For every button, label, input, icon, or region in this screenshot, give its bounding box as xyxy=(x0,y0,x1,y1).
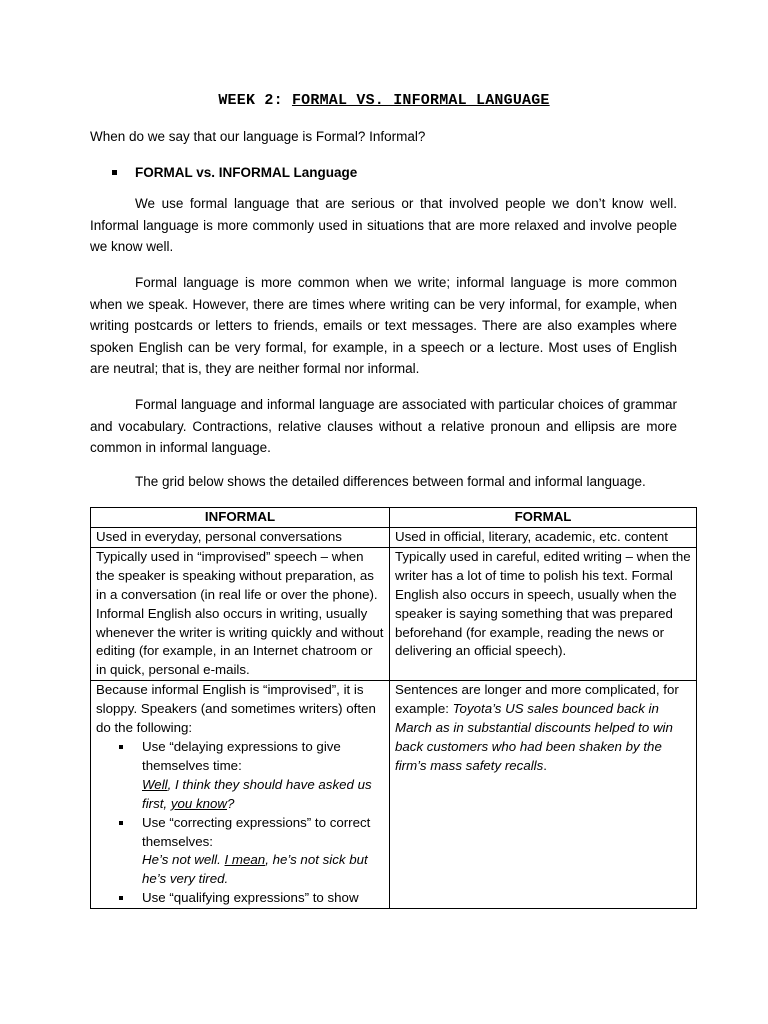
list-item xyxy=(118,814,384,890)
bullet-heading xyxy=(112,165,357,180)
page-title xyxy=(0,92,768,109)
list-item-text: Use “qualifying expressions” to show xyxy=(142,890,359,906)
example-mid: , I think they should have asked us first, xyxy=(142,776,372,811)
example-underlined: you know xyxy=(170,795,227,811)
square-bullet-icon xyxy=(119,896,123,900)
title-prefix: WEEK 2: xyxy=(218,92,292,109)
table-row xyxy=(91,681,697,909)
list-item-text: Use “delaying expressions to give themselves time: xyxy=(142,738,341,773)
table-header-row xyxy=(91,508,697,528)
table-row xyxy=(91,547,697,680)
paragraph: Formal language is more common when we write; informal language is more common when we speak. However, there are times where writing can be very informal, for example, when writing postcards or letters to friends, emails or text messages. There are also examples where spoken English can be very formal, for example, in a speech or a lecture. Most uses of English are neutral; that is, they are neither formal nor informal. xyxy=(90,275,677,377)
square-bullet-icon xyxy=(119,745,123,749)
example-underlined: I mean xyxy=(224,852,266,868)
paragraph: We use formal language that are serious or that involved people we don’t know well. Informal language is more commonly used in situations that are more relaxed and involve people we know well. xyxy=(90,196,677,255)
paragraph: The grid below shows the detailed differences between formal and informal language. xyxy=(135,474,646,489)
square-bullet-icon xyxy=(112,170,117,175)
cell-formal-context: Typically used in careful, edited writing – when the writer has a lot of time to polish his text. Formal English also occurs in speech, usually when the speaker is saying something that was prepared beforehand (for example, reading the news or delivering an official speech). xyxy=(390,547,697,680)
title-underlined: FORMAL VS. INFORMAL LANGUAGE xyxy=(291,92,550,109)
example-end: ? xyxy=(227,795,235,811)
example-underlined: Well xyxy=(142,776,168,792)
table-row xyxy=(91,528,697,548)
intro-question: When do we say that our language is Formal? Informal? xyxy=(90,129,426,144)
example-start: He’s not well. xyxy=(142,852,225,868)
paragraph: Formal language and informal language are associated with particular choices of grammar and vocabulary. Contractions, relative clauses without a relative pronoun and ellipsis are more common in informal language. xyxy=(90,397,677,456)
example-end: , he’s not sick but he’s very tired. xyxy=(142,852,368,887)
list-item-text: Use “correcting expressions” to correct themselves: xyxy=(142,814,371,849)
cell-informal-context: Typically used in “improvised” speech – when the speaker is speaking without preparation, as in a conversation (in real life or over the phone). Informal English also occurs in writing, usually whenever the writer is writing quickly and without editing (for example, in an Internet chatroom or in quick, personal e-mails. xyxy=(91,547,390,680)
cell-formal-features xyxy=(390,681,697,909)
bullet-heading-text: FORMAL vs. INFORMAL Language xyxy=(135,165,358,180)
example-text xyxy=(142,777,372,811)
informal-features-list xyxy=(96,738,384,908)
cell-formal-usage: Used in official, literary, academic, etc. content xyxy=(390,528,697,548)
formal-example: Toyota’s US sales bounced back in March as in substantial discounts helped to win back customers who had been shaken by the firm’s mass safety recalls xyxy=(395,701,673,773)
cell-informal-usage: Used in everyday, personal conversations xyxy=(91,528,390,548)
formal-example-end: . xyxy=(543,757,547,773)
square-bullet-icon xyxy=(119,821,123,825)
header-formal: FORMAL xyxy=(390,508,697,528)
cell-informal-features xyxy=(91,681,390,909)
header-informal: INFORMAL xyxy=(91,508,390,528)
list-item xyxy=(118,889,384,908)
informal-features-intro: Because informal English is “improvised”, it is sloppy. Speakers (and sometimes writers) often do the following: xyxy=(96,682,376,736)
comparison-table xyxy=(90,507,697,909)
list-item xyxy=(118,738,384,814)
formal-features-intro: Sentences are longer and more complicated, for example: xyxy=(395,682,679,717)
example-text xyxy=(142,852,368,886)
